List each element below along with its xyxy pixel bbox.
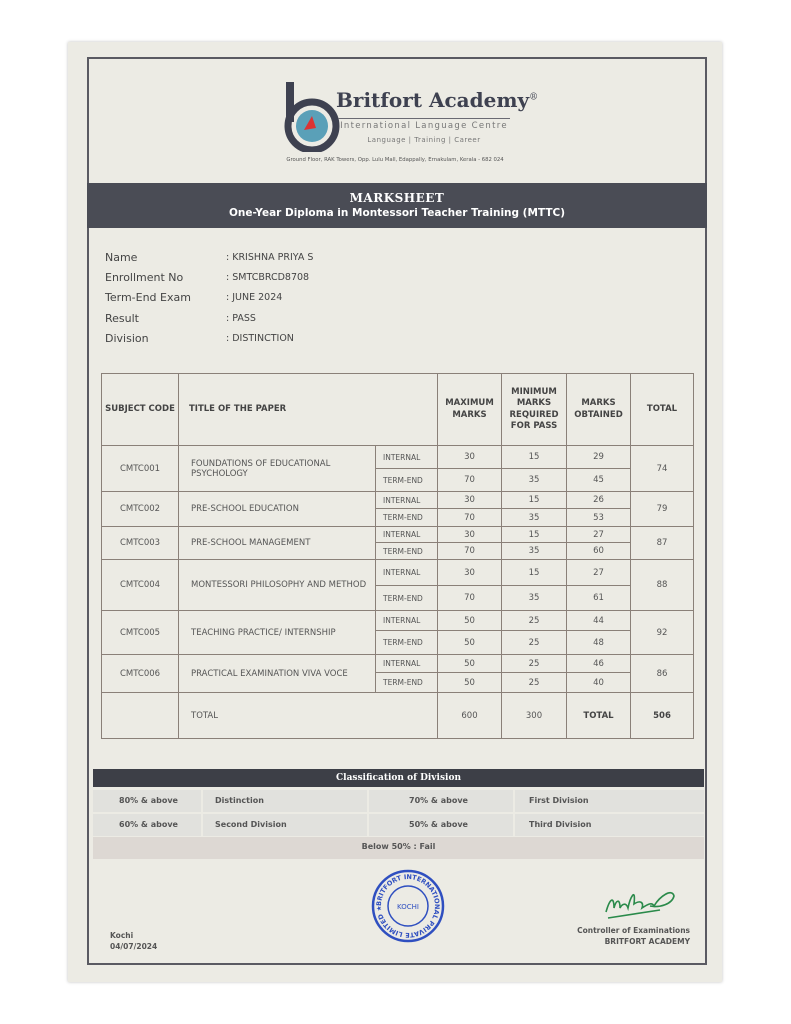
marks-obtained: 61 [567,586,631,611]
signatory [560,925,690,947]
max-marks: 70 [438,543,502,560]
max-marks: 50 [438,655,502,673]
marks-obtained: 45 [567,469,631,492]
header-max: MAXIMUM MARKS [438,374,502,446]
student-info [105,251,313,352]
subtagline: Language | Training | Career [367,136,481,144]
subject-total: 92 [631,611,694,655]
max-marks: 70 [438,469,502,492]
component-type: INTERNAL [376,492,438,509]
max-marks: 30 [438,560,502,586]
subject-code: CMTC003 [102,527,179,560]
class-division: First Division [515,790,704,812]
class-range: 80% & above [93,790,201,812]
marks-obtained: 60 [567,543,631,560]
issue-date: 04/07/2024 [110,942,158,951]
class-division: Second Division [203,814,367,836]
min-marks: 35 [502,509,567,527]
title-band [87,183,707,228]
component-type: INTERNAL [376,560,438,586]
issue-place: Kochi [110,931,134,940]
min-marks: 15 [502,560,567,586]
marks-table [101,373,694,739]
grand-total: 506 [631,693,694,739]
subject-code: CMTC002 [102,492,179,527]
subject-total: 74 [631,446,694,492]
marks-obtained: 40 [567,673,631,693]
marks-obtained: 26 [567,492,631,509]
component-type: TERM-END [376,631,438,655]
info-label: Name [105,251,138,264]
address: Ground Floor, RAK Towers, Opp. Lulu Mall, Edappally, Ernakulam, Kerala - 682 024 [286,157,504,163]
class-range: 70% & above [369,790,513,812]
subject-total: 86 [631,655,694,693]
class-range: 50% & above [369,814,513,836]
official-stamp-icon [370,868,446,944]
header-total: TOTAL [631,374,694,446]
marks-obtained: 27 [567,560,631,586]
subject-title: PRE-SCHOOL EDUCATION [179,492,376,527]
info-value: : KRISHNA PRIYA S [226,252,314,263]
subject-title: FOUNDATIONS OF EDUCATIONAL PSYCHOLOGY [179,446,376,492]
total-obtained-label: TOTAL [567,693,631,739]
tagline: International Language Centre [338,118,510,131]
max-marks: 30 [438,492,502,509]
signature-icon [600,878,680,923]
max-marks: 70 [438,509,502,527]
info-row [105,291,313,311]
min-marks: 15 [502,446,567,469]
subject-title: MONTESSORI PHILOSOPHY AND METHOD [179,560,376,611]
signatory-title: Controller of Examinations [577,926,690,935]
header-title: TITLE OF THE PAPER [179,374,438,446]
max-marks: 70 [438,586,502,611]
table-row [102,492,694,509]
info-label: Enrollment No [105,271,184,285]
table-row [102,611,694,631]
svg-text:BRITFORT INTERNATIONAL PRIVATE: BRITFORT INTERNATIONAL PRIVATE LIMITED ★ [374,872,442,940]
course-title: One-Year Diploma in Montessori Teacher Training (MTTC) [228,207,566,219]
min-marks: 25 [502,631,567,655]
total-min: 300 [502,693,567,739]
min-marks: 35 [502,469,567,492]
info-value: : PASS [226,312,256,324]
component-type: TERM-END [376,586,438,611]
component-type: TERM-END [376,509,438,527]
info-value: : DISTINCTION [226,332,294,344]
min-marks: 35 [502,543,567,560]
subject-total: 87 [631,527,694,560]
total-label: TOTAL [179,693,438,739]
component-type: TERM-END [376,469,438,492]
class-division: Distinction [203,790,367,812]
component-type: INTERNAL [376,655,438,673]
stamp-text: KOCHI [397,903,419,911]
component-type: INTERNAL [376,446,438,469]
subject-title: PRACTICAL EXAMINATION VIVA VOCE [179,655,376,693]
info-row [105,312,313,332]
header-code: SUBJECT CODE [102,374,179,446]
component-type: INTERNAL [376,527,438,543]
max-marks: 50 [438,611,502,631]
subject-code: CMTC005 [102,611,179,655]
class-range: 60% & above [93,814,201,836]
info-label: Term-End Exam [105,291,191,305]
info-value: : SMTCBRCD8708 [226,272,310,284]
component-type: INTERNAL [376,611,438,631]
fail-criteria: Below 50% : Fail [93,837,704,859]
marks-obtained: 53 [567,509,631,527]
max-marks: 50 [438,631,502,655]
max-marks: 50 [438,673,502,693]
subject-title: TEACHING PRACTICE/ INTERNSHIP [179,611,376,655]
marks-obtained: 48 [567,631,631,655]
issue-place-date [110,930,157,952]
classification-row [93,814,704,836]
info-value: : JUNE 2024 [226,292,283,304]
marks-obtained: 27 [567,527,631,543]
min-marks: 15 [502,527,567,543]
marksheet-title: MARKSHEET [349,191,445,205]
min-marks: 15 [502,492,567,509]
component-type: TERM-END [376,543,438,560]
subject-code: CMTC006 [102,655,179,693]
classification-title: Classification of Division [93,769,704,787]
marks-obtained: 29 [567,446,631,469]
min-marks: 25 [502,673,567,693]
subject-code: CMTC001 [102,446,179,492]
table-row [102,655,694,673]
info-label: Result [105,311,139,325]
subject-title: PRE-SCHOOL MANAGEMENT [179,527,376,560]
table-row [102,527,694,543]
marks-obtained: 44 [567,611,631,631]
min-marks: 25 [502,611,567,631]
subject-total: 88 [631,560,694,611]
subject-total: 79 [631,492,694,527]
max-marks: 30 [438,527,502,543]
min-marks: 25 [502,655,567,673]
subject-code: CMTC004 [102,560,179,611]
info-label: Division [105,331,149,345]
max-marks: 30 [438,446,502,469]
info-row [105,332,313,352]
table-row [102,560,694,586]
signatory-org: BRITFORT ACADEMY [604,937,690,946]
info-row [105,271,313,291]
header-min: MINIMUM MARKS REQUIRED FOR PASS [502,374,567,446]
header-obtained: MARKS OBTAINED [567,374,631,446]
class-division: Third Division [515,814,704,836]
component-type: TERM-END [376,673,438,693]
marks-obtained: 46 [567,655,631,673]
classification-row [93,790,704,812]
table-row [102,446,694,469]
min-marks: 35 [502,586,567,611]
total-max: 600 [438,693,502,739]
britfort-logo-icon [282,80,340,152]
brand-name: Britfort Academy® [336,88,539,112]
info-row [105,251,313,271]
